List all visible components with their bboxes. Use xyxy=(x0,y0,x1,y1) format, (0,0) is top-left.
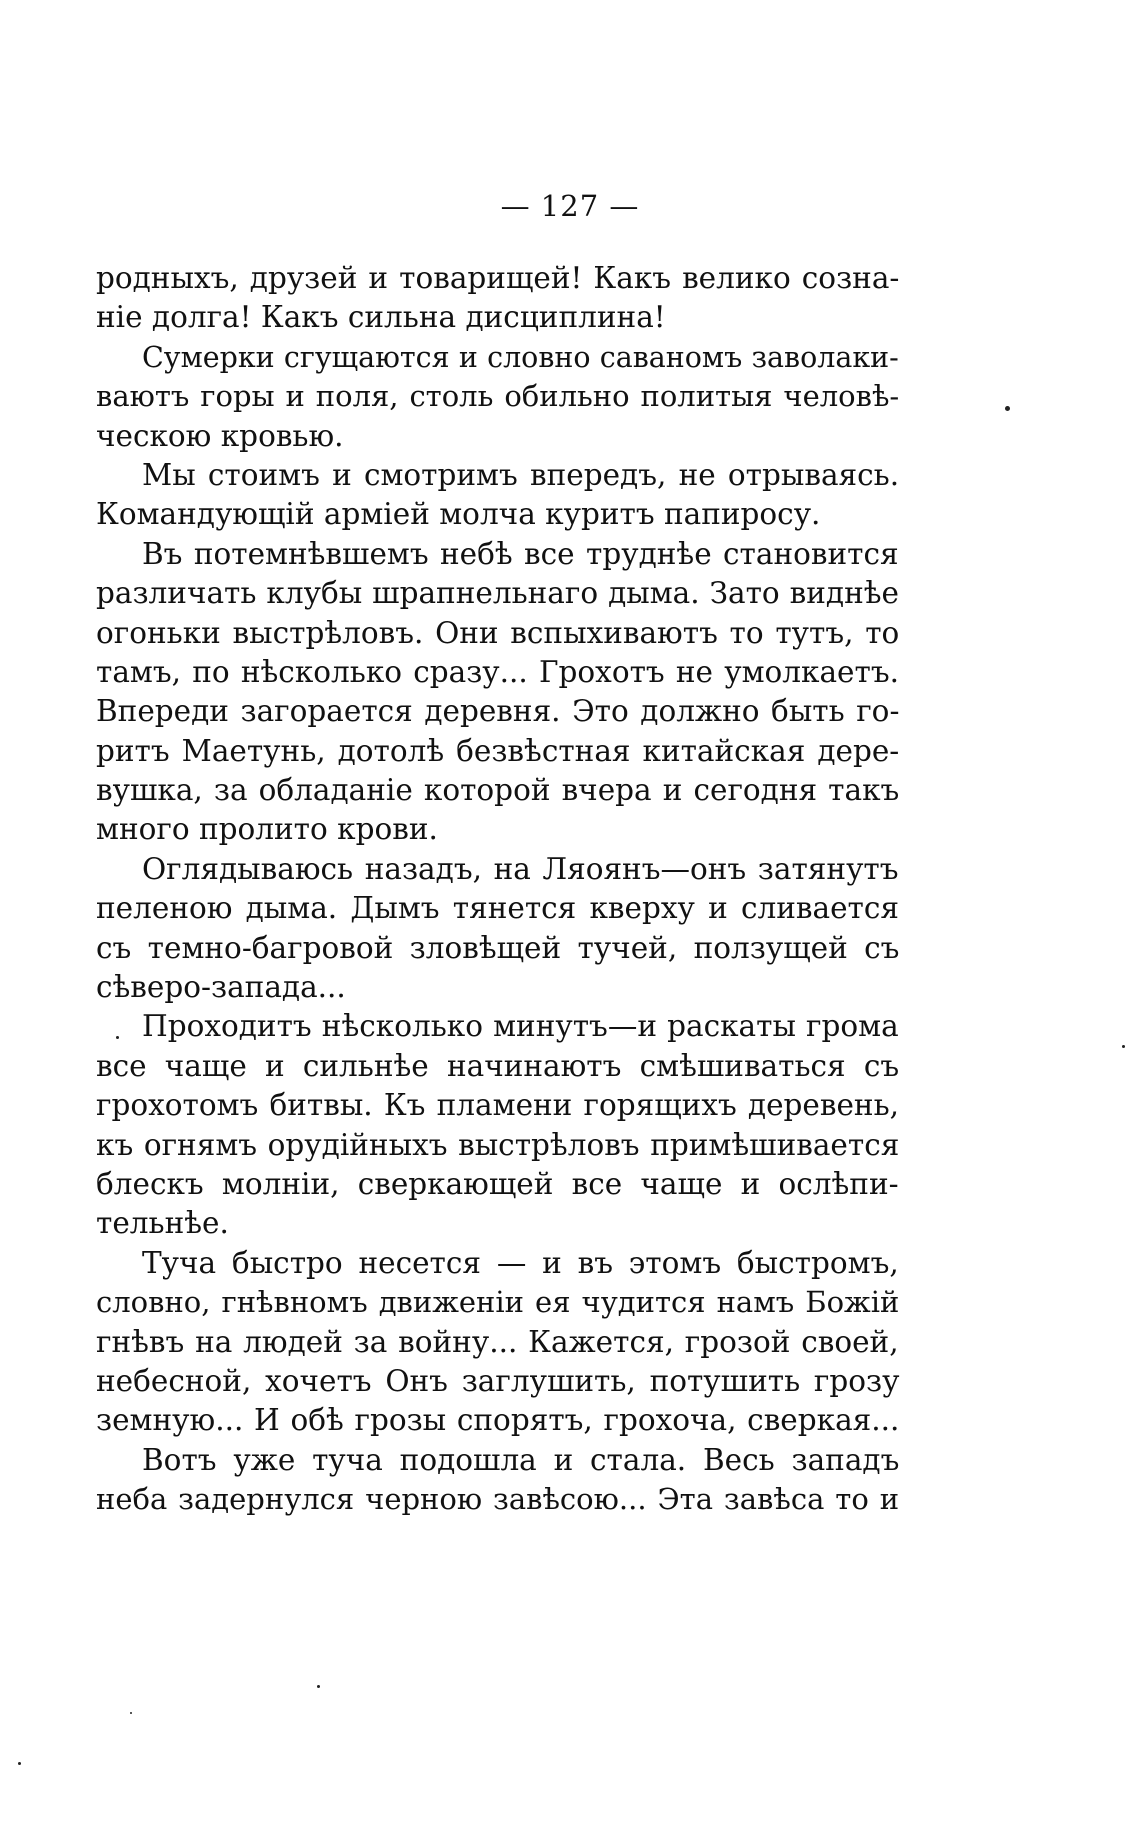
text-line xyxy=(96,929,899,968)
text-line xyxy=(96,456,899,495)
text-line xyxy=(96,653,899,692)
text-line-content: грохотомъ битвы. Къ пламени горящихъ деревень, xyxy=(96,1088,900,1123)
text-line-content: различать клубы шрапнельнаго дыма. Зато виднѣе xyxy=(96,576,899,611)
text-line-content: небесной, хочетъ Онъ заглушить, потушить грозу xyxy=(96,1363,900,1398)
text-line-content: земную... И обѣ грозы спорятъ, грохоча, сверкая... xyxy=(96,1403,900,1438)
text-line-content: огоньки выстрѣловъ. Они вспыхиваютъ то тутъ, то xyxy=(96,615,900,650)
text-line xyxy=(96,535,899,574)
scan-speck xyxy=(1122,1045,1125,1048)
text-line xyxy=(96,850,899,889)
text-line-content: словно, гнѣвномъ движеніи ея чудится намъ Божій xyxy=(96,1285,900,1320)
text-line-content: Мы стоимъ и смотримъ впередъ, не отрываясь. xyxy=(142,457,900,492)
text-line-content: Проходитъ нѣсколько минутъ—и раскаты грома xyxy=(142,1009,899,1044)
text-line-content: ческою кровью. xyxy=(96,418,344,453)
body-text xyxy=(96,259,899,1520)
text-line xyxy=(96,377,899,416)
text-line xyxy=(96,1007,899,1046)
text-line xyxy=(96,1441,899,1480)
text-line xyxy=(96,1283,899,1322)
text-line-content: ніе долга! Какъ сильна дисциплина! xyxy=(96,300,666,335)
text-line-content: пеленою дыма. Дымъ тянется кверху и сливается xyxy=(96,891,899,926)
text-line xyxy=(96,810,899,849)
text-line-content: ваютъ горы и поля, столь обильно политыя человѣ- xyxy=(96,379,900,414)
text-line xyxy=(96,889,899,928)
scan-speck xyxy=(317,1685,320,1688)
text-line-content: къ огнямъ орудійныхъ выстрѣловъ примѣшивается xyxy=(96,1127,900,1162)
scan-speck xyxy=(130,1712,132,1714)
text-line-content: Туча быстро несется — и въ этомъ быстромъ, xyxy=(142,1245,899,1280)
text-line-content: Въ потемнѣвшемъ небѣ все труднѣе становится xyxy=(142,536,899,571)
text-line xyxy=(96,1323,899,1362)
text-line-content: все чаще и сильнѣе начинаютъ смѣшиваться съ xyxy=(96,1048,900,1083)
text-line-content: блескъ молніи, сверкающей все чаще и ослѣпи- xyxy=(96,1166,899,1201)
text-line-content: Впереди загорается деревня. Это должно быть го- xyxy=(96,694,900,729)
text-line-content: ритъ Маетунь, дотолѣ безвѣстная китайская дере- xyxy=(96,733,900,768)
scan-speck xyxy=(116,1036,119,1039)
text-line xyxy=(96,574,899,613)
page-number: — 127 — xyxy=(500,189,640,223)
text-line-content: съ темно-багровой зловѣщей тучей, ползущей съ xyxy=(96,930,900,965)
text-line xyxy=(96,732,899,771)
text-line-content: много пролито крови. xyxy=(96,812,438,847)
text-line xyxy=(96,1480,899,1519)
text-line xyxy=(96,338,899,377)
text-line xyxy=(96,614,899,653)
text-line xyxy=(96,1244,899,1283)
scan-speck xyxy=(18,1762,21,1765)
text-line xyxy=(96,1165,899,1204)
text-line xyxy=(96,417,899,456)
text-line xyxy=(96,298,899,337)
text-line-content: тамъ, по нѣсколько сразу... Грохотъ не умолкаетъ. xyxy=(96,654,899,689)
text-line-content: гнѣвъ на людей за войну... Кажется, грозой своей, xyxy=(96,1324,899,1359)
text-line-content: сѣверо-запада... xyxy=(96,970,346,1005)
text-line-content: Сумерки сгущаются и словно саваномъ заволаки- xyxy=(142,340,899,374)
text-line xyxy=(96,692,899,731)
text-line xyxy=(96,259,899,298)
text-line xyxy=(96,771,899,810)
text-line-content: Оглядываюсь назадъ, на Ляоянъ—онъ затянутъ xyxy=(142,851,899,886)
text-line-content: вушка, за обладаніе которой вчера и сегодня такъ xyxy=(96,773,900,808)
text-line-content: Командующій арміей молча куритъ папиросу. xyxy=(96,497,821,532)
scan-speck xyxy=(1005,406,1010,411)
text-line xyxy=(96,495,899,534)
text-line-content: тельнѣе. xyxy=(96,1206,229,1241)
text-line-content: неба задернулся черною завѣсою... Эта завѣса то и xyxy=(96,1482,900,1517)
text-line xyxy=(96,1047,899,1086)
text-line xyxy=(96,1401,899,1440)
text-line-content: Вотъ уже туча подошла и стала. Весь западъ xyxy=(142,1442,900,1477)
text-line xyxy=(96,1126,899,1165)
text-line xyxy=(96,1362,899,1401)
text-line xyxy=(96,1204,899,1243)
text-line xyxy=(96,968,899,1007)
text-line xyxy=(96,1086,899,1125)
text-line-content: родныхъ, друзей и товарищей! Какъ велико созна- xyxy=(96,261,900,295)
